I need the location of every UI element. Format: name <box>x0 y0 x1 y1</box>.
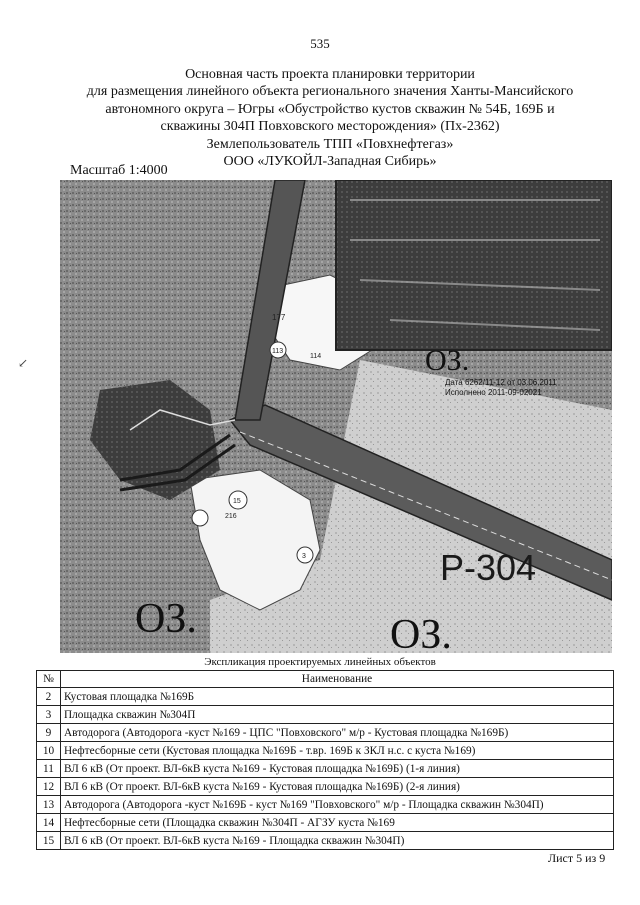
parcel-number: 3 <box>302 553 306 560</box>
row-number: 9 <box>37 724 61 742</box>
table-row <box>37 832 614 850</box>
lake-label: ОЗ. <box>390 612 452 653</box>
row-name: ВЛ 6 кВ (От проект. ВЛ-6кВ куста №169 - Кустовая площадка №169Б) (2-я линия) <box>61 778 614 796</box>
title-line: скважины 304П Повховского месторождения» (Пх-2362) <box>160 119 500 135</box>
approval-stamp-line: Исполнено 2011-09-02021 <box>445 388 542 397</box>
table-row <box>37 706 614 724</box>
table-row <box>37 778 614 796</box>
row-number: 14 <box>37 814 61 832</box>
table-caption: Экспликация проектируемых линейных объектов <box>204 656 436 668</box>
table-row <box>37 814 614 832</box>
title-line: Основная часть проекта планировки территории <box>185 67 475 82</box>
site-plan-map <box>60 180 612 653</box>
row-name: ВЛ 6 кВ (От проект. ВЛ-6кВ куста №169 - Кустовая площадка №169Б) (1-я линия) <box>61 760 614 778</box>
margin-mark: ↙ <box>18 356 29 370</box>
title-line: ООО «ЛУКОЙЛ-Западная Сибирь» <box>223 154 437 170</box>
row-name: Площадка скважин №304П <box>61 706 614 724</box>
table-row <box>37 760 614 778</box>
column-header-number: № <box>37 671 61 688</box>
explication-table <box>36 670 614 850</box>
title-line: для размещения линейного объекта регионального значения Ханты-Мансийского <box>86 84 574 100</box>
parcel-number: 113 <box>272 348 284 355</box>
document-title <box>40 66 620 170</box>
row-number: 13 <box>37 796 61 814</box>
row-number: 2 <box>37 688 61 706</box>
map-scale-label: Масштаб 1:4000 <box>70 163 168 178</box>
row-name: Автодорога (Автодорога -куст №169 - ЦПС "Повховского" м/р - Кустовая площадка №169Б) <box>61 724 614 742</box>
row-number: 15 <box>37 832 61 850</box>
row-number: 3 <box>37 706 61 724</box>
column-header-name: Наименование <box>61 671 614 688</box>
page-number: 535 <box>310 36 330 51</box>
title-line: Землепользователь ТПП «Повхнефтегаз» <box>206 136 454 152</box>
sheet-label: Лист 5 из 9 <box>548 851 606 865</box>
table-row <box>37 688 614 706</box>
row-name: Нефтесборные сети (Кустовая площадка №169Б - т.вр. 169Б к ЗКЛ н.с. с куста №169) <box>61 742 614 760</box>
row-number: 11 <box>37 760 61 778</box>
parcel-number: 15 <box>233 498 241 505</box>
row-name: ВЛ 6 кВ (От проект. ВЛ-6кВ куста №169 - Площадка скважин №304П) <box>61 832 614 850</box>
row-name: Нефтесборные сети (Площадка скважин №304П - АГЗУ куста №169 <box>61 814 614 832</box>
lake-label: ОЗ. <box>135 596 197 642</box>
parcel-number: 177 <box>272 313 286 322</box>
table-row <box>37 742 614 760</box>
row-name: Кустовая площадка №169Б <box>61 688 614 706</box>
table-header-row <box>37 671 614 688</box>
row-number: 10 <box>37 742 61 760</box>
title-line: автономного округа – Югры «Обустройство кустов скважин № 54Б, 169Б и <box>105 101 555 117</box>
parcel-number: 216 <box>225 513 237 520</box>
row-name: Автодорога (Автодорога -куст №169Б - куст №169 "Повховского" м/р - Площадка скважин №304П) <box>61 796 614 814</box>
parcel-number: 114 <box>310 353 322 360</box>
approval-stamp-line: Дата 6262/11-12 от 03.06.2011 <box>445 378 557 387</box>
road-label: Р-304 <box>440 547 537 588</box>
lake-label: ОЗ. <box>425 344 470 377</box>
table-row <box>37 796 614 814</box>
row-number: 12 <box>37 778 61 796</box>
table-row <box>37 724 614 742</box>
